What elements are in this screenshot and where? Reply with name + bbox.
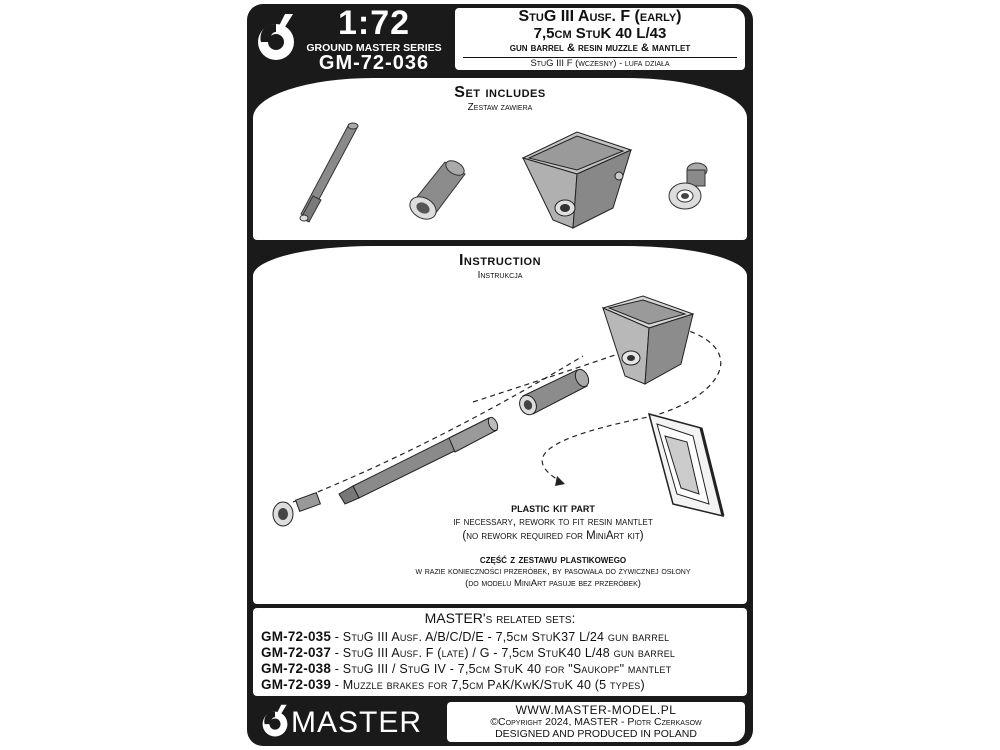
set-includes-title: Set includes — [454, 84, 546, 101]
related-row-1 — [261, 629, 669, 644]
related-row-3 — [261, 661, 671, 676]
title-line-2: 7,5cm StuK 40 L/43 — [533, 25, 667, 42]
related-code: GM-72-035 — [261, 629, 332, 644]
scale-label: 1:72 — [337, 4, 411, 42]
gun-barrel-part — [273, 118, 373, 228]
note-pl-2: w razie konieczności przeróbek, by pasowała do żywicznej osłony — [415, 566, 691, 577]
barrel-diagram — [339, 416, 500, 504]
related-desc: - StuG III Ausf. F (late) / G - 7,5cm StuK40 L/48 gun barrel — [331, 646, 676, 660]
brand-name: MASTER — [291, 706, 423, 739]
title-line-1: StuG III Ausf. F (early) — [518, 8, 682, 25]
copyright: ©Copyright 2024, MASTER - Piotr Czerkasow — [490, 716, 702, 728]
mantlet-diagram — [603, 296, 693, 384]
related-row-2 — [261, 645, 675, 660]
instruction-panel — [253, 246, 747, 604]
note-en-2: if necessary, rework to fit resin mantlet — [453, 516, 653, 528]
product-code: GM-72-036 — [318, 52, 430, 74]
note-pl-3: (do modelu MiniArt pasuje bez przeróbek) — [465, 578, 641, 589]
instruction-sheet — [247, 4, 753, 746]
made-in: DESIGNED AND PRODUCED IN POLAND — [495, 728, 697, 740]
related-desc: - Muzzle brakes for 7,5cm PaK/KwK/StuK 40 (5 types) — [331, 678, 645, 692]
related-desc: - StuG III / StuG IV - 7,5cm StuK 40 for "Saukopf" mantlet — [331, 662, 672, 676]
related-code: GM-72-037 — [261, 645, 332, 660]
related-row-4 — [261, 677, 645, 692]
instruction-title: Instruction — [458, 252, 542, 269]
related-code: GM-72-039 — [261, 677, 332, 692]
set-includes-subtitle: Zestaw zawiera — [467, 102, 533, 113]
title-polish: StuG III F (wczesny) - lufa działa — [530, 58, 670, 69]
instruction-subtitle: Instrukcja — [477, 270, 523, 281]
note-pl-1: część z zestawu plastikowego — [479, 552, 627, 566]
series-label: GROUND MASTER SERIES — [306, 42, 442, 54]
set-includes-panel — [253, 78, 747, 240]
related-title: MASTER's related sets: — [424, 610, 576, 626]
muzzle-tip-part — [661, 156, 721, 216]
assembly-diagram — [253, 246, 747, 604]
footer-info-box — [447, 702, 745, 742]
website: WWW.MASTER-MODEL.PL — [515, 703, 677, 717]
muzzle-tip-diagram — [273, 493, 320, 526]
related-desc: - StuG III Ausf. A/B/C/D/E - 7,5cm StuK37 L/24 gun barrel — [331, 630, 670, 644]
related-code: GM-72-038 — [261, 661, 332, 676]
note-en-1: plastic kit part — [511, 501, 595, 515]
title-box — [455, 8, 745, 70]
mantlet-part — [515, 124, 645, 234]
muzzle-brake-diagram — [517, 367, 592, 417]
master-logo-icon — [259, 702, 291, 742]
related-sets-panel — [253, 608, 747, 696]
note-en-3: (no rework required for MiniArt kit) — [462, 530, 644, 542]
muzzle-brake-part — [395, 152, 475, 232]
title-line-3: gun barrel & resin muzzle & mantlet — [509, 42, 691, 54]
master-logo-icon — [255, 10, 297, 68]
